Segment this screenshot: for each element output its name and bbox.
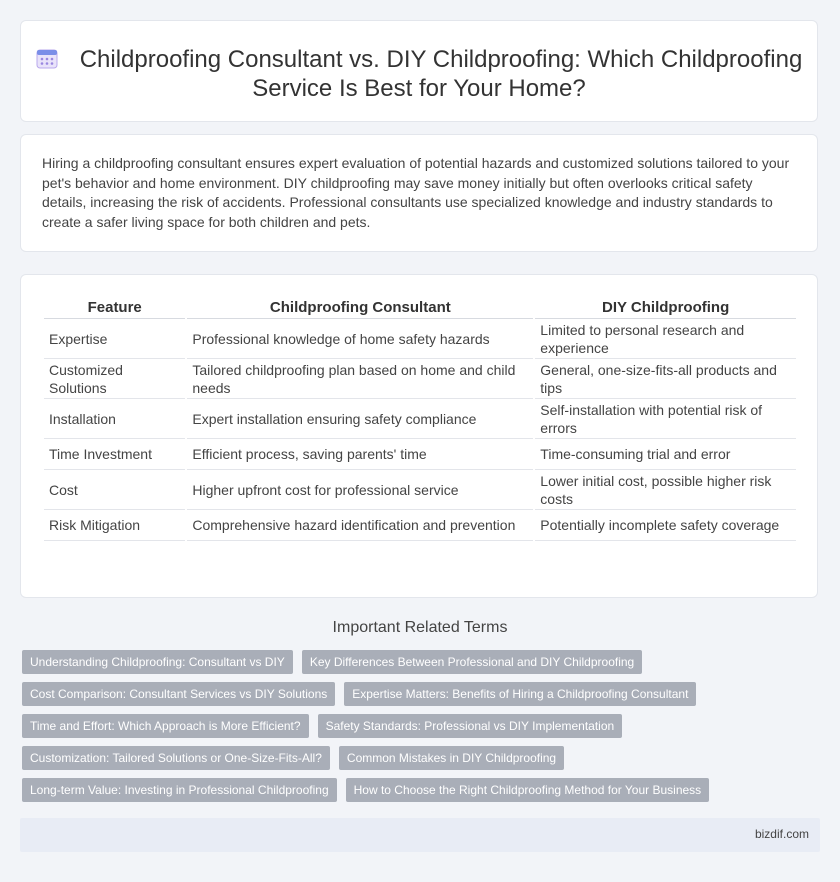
related-term-tag[interactable]: Expertise Matters: Benefits of Hiring a Childproofing Consultant: [344, 682, 696, 706]
comparison-table-card: [20, 274, 818, 598]
cell-feature: Time Investment: [44, 439, 185, 470]
cell-consultant: Tailored childproofing plan based on home and child needs: [187, 359, 533, 399]
tag-row: [22, 714, 742, 738]
cell-feature: Installation: [44, 399, 185, 439]
header-consultant: Childproofing Consultant: [187, 297, 533, 319]
related-term-tag[interactable]: Safety Standards: Professional vs DIY Implementation: [318, 714, 623, 738]
footer-site-name[interactable]: bizdif.com: [754, 827, 809, 841]
calendar-icon: [36, 47, 58, 69]
cell-feature: Risk Mitigation: [44, 510, 185, 541]
cell-diy: Self-installation with potential risk of errors: [535, 399, 796, 439]
table-row: [44, 319, 796, 359]
related-term-tag[interactable]: Long-term Value: Investing in Professional Childproofing: [22, 778, 337, 802]
header-feature: Feature: [44, 297, 185, 319]
related-term-tag[interactable]: Customization: Tailored Solutions or One-Size-Fits-All?: [22, 746, 330, 770]
comparison-table: [42, 297, 798, 541]
table-row: [44, 399, 796, 439]
cell-consultant: Comprehensive hazard identification and prevention: [187, 510, 533, 541]
table-row: [44, 439, 796, 470]
tag-row: [22, 746, 742, 770]
related-term-tag[interactable]: Understanding Childproofing: Consultant vs DIY: [22, 650, 293, 674]
cell-consultant: Efficient process, saving parents' time: [187, 439, 533, 470]
table-header-row: [44, 297, 796, 319]
related-terms-title: Important Related Terms: [332, 619, 508, 636]
cell-consultant: Higher upfront cost for professional service: [187, 470, 533, 510]
cell-consultant: Professional knowledge of home safety hazards: [187, 319, 533, 359]
related-terms-list: [22, 650, 742, 810]
tag-row: [22, 778, 742, 802]
intro-card: [20, 134, 818, 252]
related-term-tag[interactable]: Key Differences Between Professional and DIY Childproofing: [302, 650, 642, 674]
cell-diy: Lower initial cost, possible higher risk costs: [535, 470, 796, 510]
related-term-tag[interactable]: Cost Comparison: Consultant Services vs DIY Solutions: [22, 682, 335, 706]
tag-row: [22, 650, 742, 674]
intro-paragraph: Hiring a childproofing consultant ensures expert evaluation of potential hazards and customized solutions tailored to your pet's behavior and home environment. DIY childproofing may save money initially but often overlooks critical safety details, increasing the risk of accidents. Professional consultants use specialized knowledge and industry standards to create a safer living space for both children and pets.: [42, 155, 790, 230]
page-title: Childproofing Consultant vs. DIY Childproofing: Which Childproofing Service Is Best for Your Home?: [79, 46, 803, 102]
footer: [20, 818, 820, 852]
related-term-tag[interactable]: How to Choose the Right Childproofing Method for Your Business: [346, 778, 710, 802]
table-row: [44, 359, 796, 399]
cell-consultant: Expert installation ensuring safety compliance: [187, 399, 533, 439]
header-card: [20, 20, 818, 122]
cell-diy: Time-consuming trial and error: [535, 439, 796, 470]
related-term-tag[interactable]: Common Mistakes in DIY Childproofing: [339, 746, 564, 770]
cell-diy: General, one-size-fits-all products and tips: [535, 359, 796, 399]
page-title-block: [21, 45, 817, 103]
cell-diy: Potentially incomplete safety coverage: [535, 510, 796, 541]
header-diy: DIY Childproofing: [535, 297, 796, 319]
table-row: [44, 510, 796, 541]
cell-feature: Expertise: [44, 319, 185, 359]
tag-row: [22, 682, 742, 706]
related-term-tag[interactable]: Time and Effort: Which Approach is More Efficient?: [22, 714, 309, 738]
cell-diy: Limited to personal research and experience: [535, 319, 796, 359]
table-row: [44, 470, 796, 510]
cell-feature: Cost: [44, 470, 185, 510]
cell-feature: Customized Solutions: [44, 359, 185, 399]
